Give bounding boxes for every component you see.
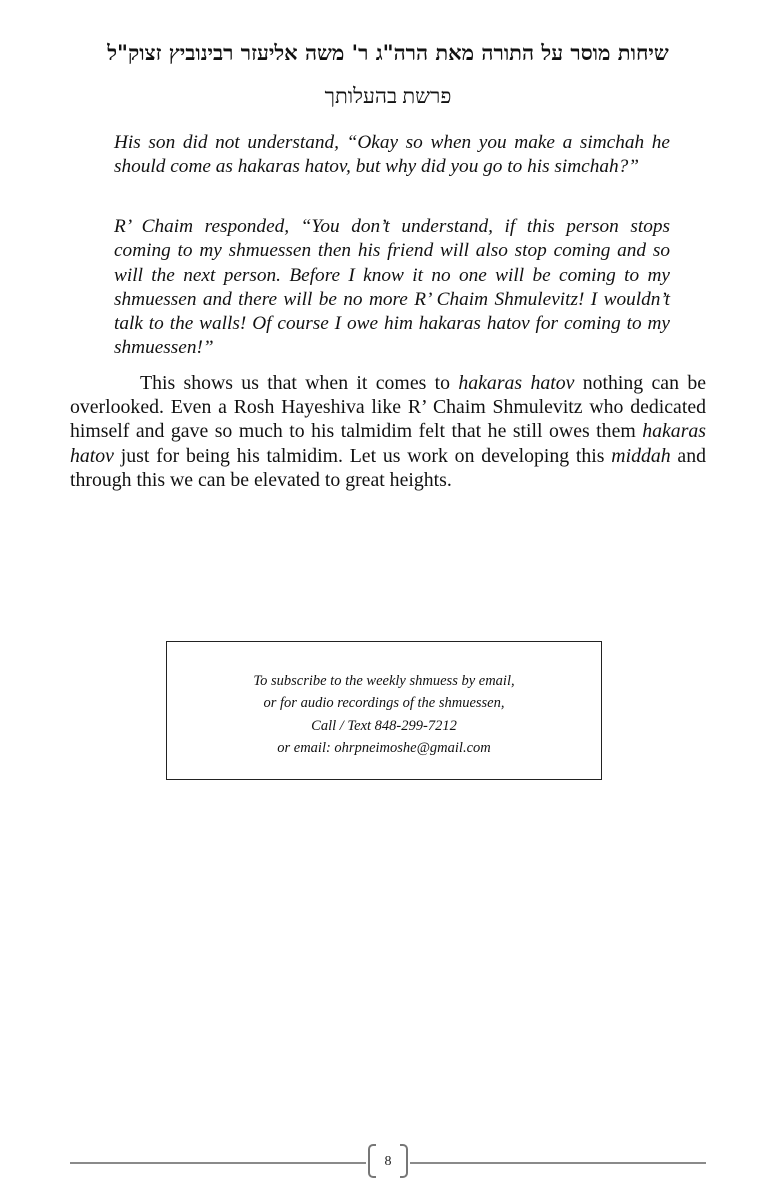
contact-email: or email: ohrpneimoshe@gmail.com <box>277 739 491 756</box>
subscribe-info-box <box>166 641 602 780</box>
body-text-3: just for being his talmidim. Let us work on developing this <box>113 444 612 467</box>
page-number-ornament <box>366 1144 410 1180</box>
right-brace-icon <box>400 1144 408 1178</box>
body-emphasis-3: middah <box>611 444 671 467</box>
body-text-1: This shows us that when it comes to <box>140 372 459 394</box>
quote-paragraph-2: R’ Chaim responded, “You don’t understand, if this person stops coming to my shmuessen then his friend will also stop coming and so will the next person. Before I know it no one will be coming to my shmuessen and there will be no more R’ Chaim Shmulevitz! I wouldn’t talk to the walls! Of course I owe him hakaras hatov for coming to my shmuessen!” <box>114 216 670 359</box>
left-brace-icon <box>368 1144 376 1178</box>
footer-rule-right <box>410 1162 706 1164</box>
contact-phone: Call / Text 848-299-7212 <box>311 717 457 734</box>
parsha-subtitle: פרשת בהעלותך <box>324 84 452 108</box>
page-number: 8 <box>384 1154 392 1169</box>
body-paragraph <box>70 371 706 492</box>
contact-line-2: or for audio recordings of the shmuessen, <box>263 695 505 712</box>
contact-line-1: To subscribe to the weekly shmuess by email, <box>253 673 515 689</box>
running-header-title: שיחות מוסר על התורה מאת הרה"ג ר' משה אליעזר רבינוביץ זצוק"ל <box>107 40 669 65</box>
body-text-4: and through this we can be elevated to great heights. <box>70 444 706 491</box>
footer-rule-left <box>70 1162 366 1164</box>
body-emphasis-1: hakaras hatov <box>458 372 575 394</box>
body-emphasis-2: hakaras hatov <box>70 420 706 467</box>
body-text-2: nothing can be overlooked. Even a Rosh Hayeshiva like R’ Chaim Shmulevitz who dedicated himself and gave so much to his talmidim felt that he still owes them <box>70 372 706 443</box>
quote-paragraph-1: His son did not understand, “Okay so when you make a simchah he should come as hakaras hatov, but why did you go to his simchah?” <box>114 132 670 178</box>
